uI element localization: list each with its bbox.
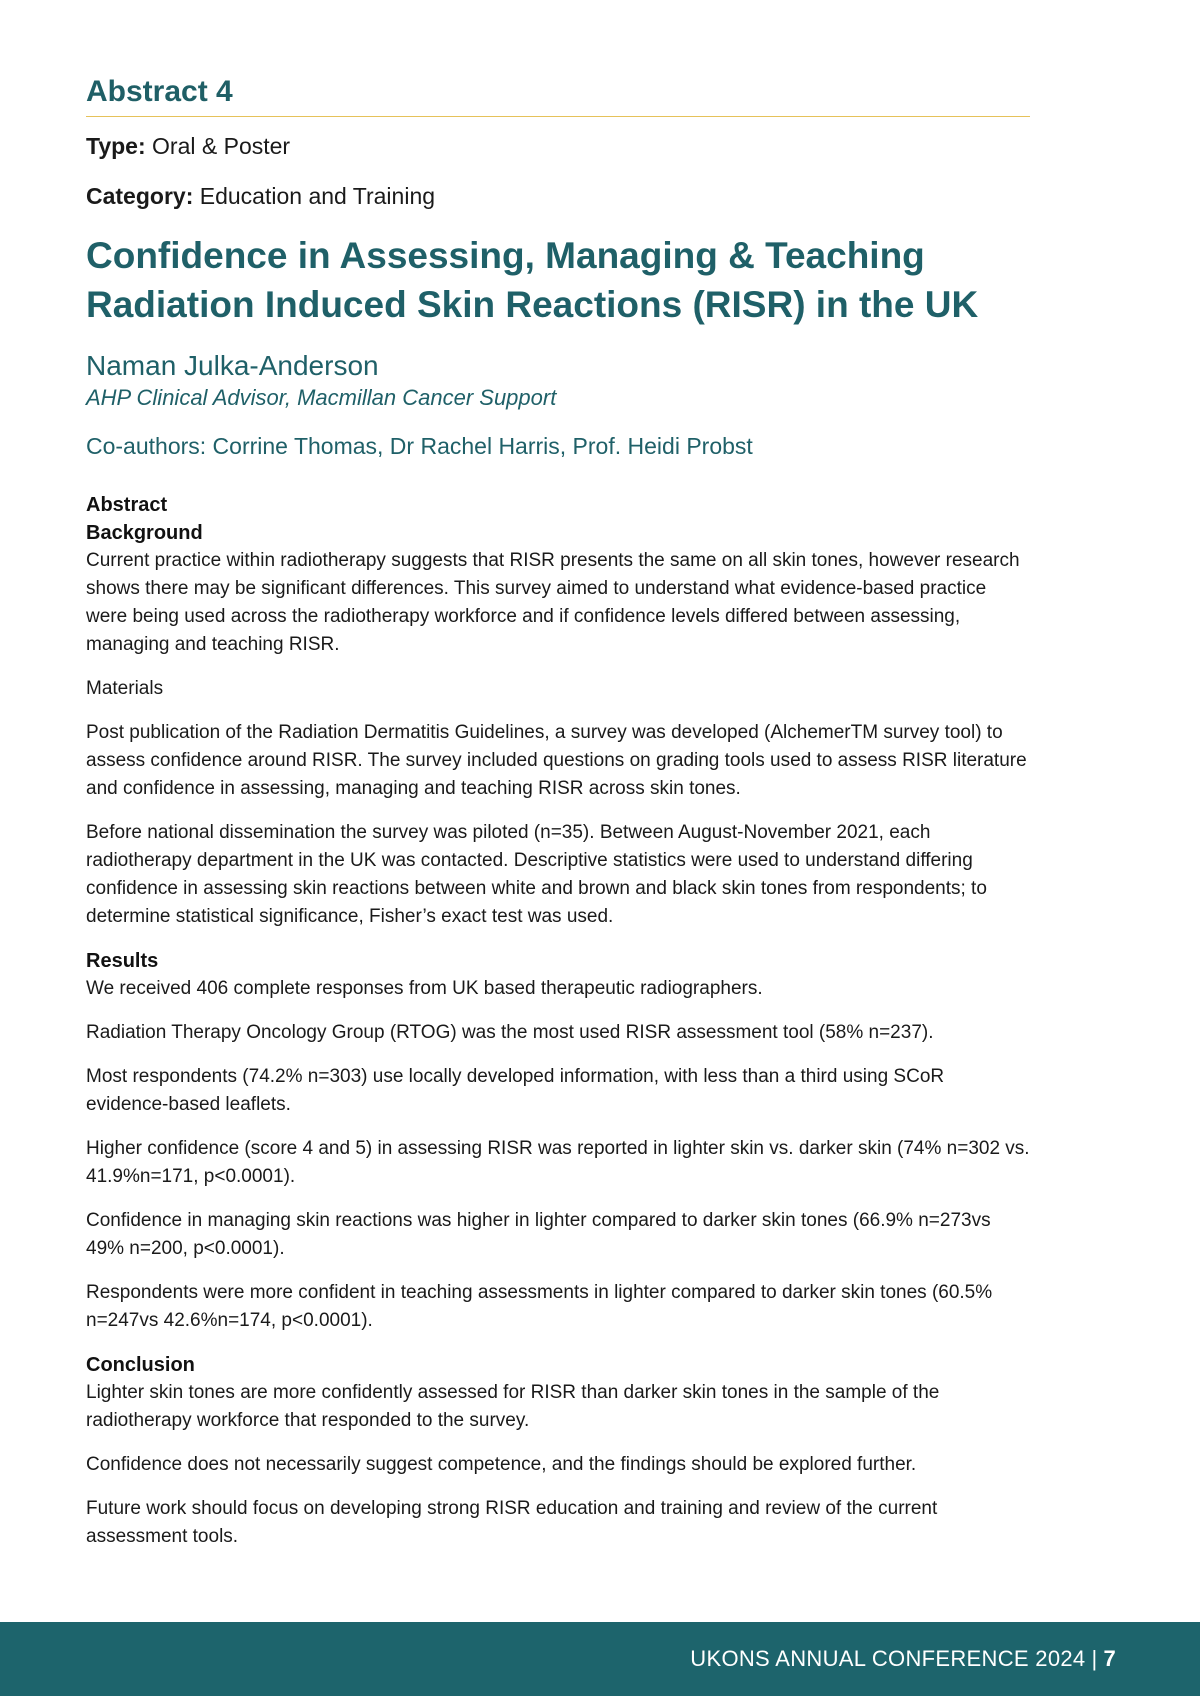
materials-heading: Materials <box>86 678 164 699</box>
footer-separator: | <box>1091 1646 1098 1671</box>
conclusion-heading: Conclusion <box>86 1354 195 1376</box>
results-paragraph: Respondents were more confident in teaching assessments in lighter compared to darker skin tones (60.5% n=247vs 42.6%n=174, p<0.0001). <box>86 1282 993 1331</box>
type-line <box>86 131 1030 161</box>
results-paragraph: We received 406 complete responses from UK based therapeutic radiographers. <box>86 978 763 999</box>
page-number: 7 <box>1103 1646 1116 1671</box>
abstract-page <box>86 74 1030 1567</box>
background-heading: Background <box>86 522 203 544</box>
results-paragraph: Confidence in managing skin reactions was higher in lighter compared to darker skin tones (66.9% n=273vs 49% n=200, p<0.0001). <box>86 1210 991 1259</box>
type-value: Oral & Poster <box>152 133 291 159</box>
abstract-number: Abstract 4 <box>86 75 233 108</box>
results-paragraph: Most respondents (74.2% n=303) use locally developed information, with less than a third using SCoR evidence-based leaflets. <box>86 1066 945 1115</box>
results-paragraph: Radiation Therapy Oncology Group (RTOG) was the most used RISR assessment tool (58% n=237). <box>86 1022 934 1043</box>
conclusion-paragraph: Lighter skin tones are more confidently assessed for RISR than darker skin tones in the sample of the radiotherapy workforce that responded to the survey. <box>86 1382 940 1431</box>
background-text: Current practice within radiotherapy suggests that RISR presents the same on all skin tones, however research shows there may be significant differences. This survey aimed to understand what evidence-based practice were being used across the radiotherapy workforce and if confidence levels differed between assessing, managing and teaching RISR. <box>86 550 1020 655</box>
conference-name: UKONS ANNUAL CONFERENCE 2024 <box>690 1646 1086 1671</box>
materials-paragraph: Before national dissemination the survey was piloted (n=35). Between August-November 2021, each radiotherapy department in the UK was contacted. Descriptive statistics were used to understand differing confidence in assessing skin reactions between white and brown and black skin tones from respondents; to determine statistical significance, Fisher’s exact test was used. <box>86 822 987 927</box>
materials-paragraph: Post publication of the Radiation Dermatitis Guidelines, a survey was developed (AlchemerTM survey tool) to assess confidence around RISR. The survey included questions on grading tools used to assess RISR literature and confidence in assessing, managing and teaching RISR across skin tones. <box>86 722 1027 799</box>
conclusion-paragraph: Confidence does not necessarily suggest competence, and the findings should be explored further. <box>86 1454 917 1475</box>
footer-bar <box>0 1622 1200 1696</box>
category-value: Education and Training <box>199 183 436 209</box>
type-key: Type: <box>86 133 146 159</box>
author-affiliation: AHP Clinical Advisor, Macmillan Cancer Support <box>86 385 557 410</box>
abstract-heading: Abstract <box>86 494 168 516</box>
category-key: Category: <box>86 183 194 209</box>
coauthors: Co-authors: Corrine Thomas, Dr Rachel Harris, Prof. Heidi Probst <box>86 433 753 459</box>
footer-text <box>690 1644 1116 1674</box>
conclusion-paragraph: Future work should focus on developing strong RISR education and training and review of the current assessment tools. <box>86 1498 938 1547</box>
category-line <box>86 181 1030 211</box>
author-name: Naman Julka-Anderson <box>86 350 379 381</box>
results-paragraph: Higher confidence (score 4 and 5) in assessing RISR was reported in lighter skin vs. darker skin (74% n=302 vs. 41.9%n=171, p<0.0001). <box>86 1138 1030 1187</box>
abstract-title: Confidence in Assessing, Managing & Teaching Radiation Induced Skin Reactions (RISR) in the UK <box>86 235 979 325</box>
gold-divider <box>86 116 1030 117</box>
results-heading: Results <box>86 950 159 972</box>
